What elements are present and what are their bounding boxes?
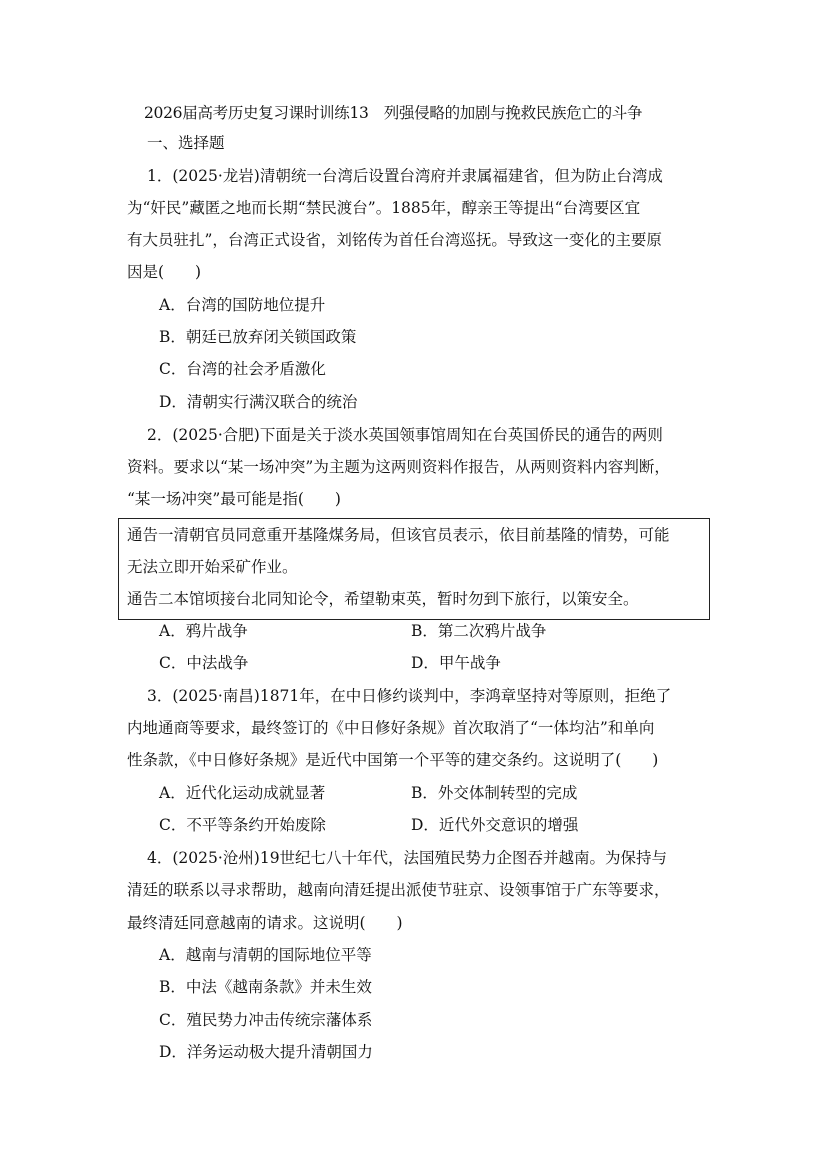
source-material-box	[118, 518, 710, 620]
question-3-line-1: 3．(2025·南昌)1871年，在中日修约谈判中，李鸿章坚持对等原则，拒绝了	[147, 687, 672, 705]
section-heading: 一、选择题	[147, 134, 225, 152]
question-3-option-a: A．近代化运动成就显著	[159, 784, 326, 802]
notice-2: 通告二本馆顷接台北同知论令，希望勒束英，暂时勿到下旅行，以策安全。	[127, 590, 639, 608]
question-2-line-3: “某一场冲突”最可能是指( )	[127, 490, 341, 508]
question-2-option-c: C．中法战争	[159, 654, 249, 672]
question-3-option-c: C．不平等条约开始废除	[159, 816, 326, 834]
question-1-option-a: A．台湾的国防地位提升	[159, 296, 326, 314]
question-4-option-d: D．洋务运动极大提升清朝国力	[159, 1043, 373, 1061]
question-1-line-1: 1．(2025·龙岩)清朝统一台湾后设置台湾府并隶属福建省，但为防止台湾成	[147, 167, 663, 185]
question-1-line-2: 为“奸民”藏匿之地而长期“禁民渡台”。1885年，醇亲王等提出“台湾要区宜	[127, 199, 641, 217]
question-4-option-a: A．越南与清朝的国际地位平等	[159, 946, 372, 964]
question-3-option-b: B．外交体制转型的完成	[411, 784, 578, 802]
question-1-line-3: 有大员驻扎”，台湾正式设省，刘铭传为首任台湾巡抚。导致这一变化的主要原	[127, 231, 662, 249]
question-2-option-d: D．甲午战争	[411, 654, 501, 672]
question-1-option-b: B．朝廷已放弃闭关锁国政策	[159, 328, 357, 346]
question-1-option-d: D．清朝实行满汉联合的统治	[159, 393, 358, 411]
question-3-line-2: 内地通商等要求，最终签订的《中日修好条规》首次取消了“一体均沾”和单向	[127, 719, 655, 737]
question-4-line-1: 4．(2025·沧州)19世纪七八十年代，法国殖民势力企图吞并越南。为保持与	[147, 849, 668, 867]
question-2-line-2: 资料。要求以“某一场冲突”为主题为这两则资料作报告，从两则资料内容判断，	[127, 458, 670, 476]
question-4-line-3: 最终清廷同意越南的请求。这说明( )	[127, 914, 403, 932]
question-1-line-4: 因是( )	[127, 263, 202, 281]
question-1-option-c: C．台湾的社会矛盾激化	[159, 360, 326, 378]
question-2-option-b: B．第二次鸦片战争	[411, 622, 547, 640]
question-4-line-2: 清廷的联系以寻求帮助，越南向清廷提出派使节驻京、设领事馆于广东等要求，	[127, 881, 670, 899]
question-2-option-a: A．鸦片战争	[159, 622, 248, 640]
question-2-line-1: 2．(2025·合肥)下面是关于淡水英国领事馆周知在台英国侨民的通告的两则	[147, 426, 663, 444]
question-4-option-c: C．殖民势力冲击传统宗藩体系	[159, 1011, 373, 1029]
question-4-option-b: B．中法《越南条款》并未生效	[159, 978, 372, 996]
question-3-line-3: 性条款，《中日修好条规》是近代中国第一个平等的建交条约。这说明了( )	[127, 751, 659, 769]
notice-1-line-1: 通告一清朝官员同意重开基隆煤务局，但该官员表示，依目前基隆的情势，可能	[127, 526, 670, 544]
question-3-option-d: D．近代外交意识的增强	[411, 816, 579, 834]
document-title: 2026届高考历史复习课时训练13 列强侵略的加剧与挽救民族危亡的斗争	[144, 104, 643, 122]
notice-1-line-2: 无法立即开始采矿作业。	[127, 558, 298, 576]
